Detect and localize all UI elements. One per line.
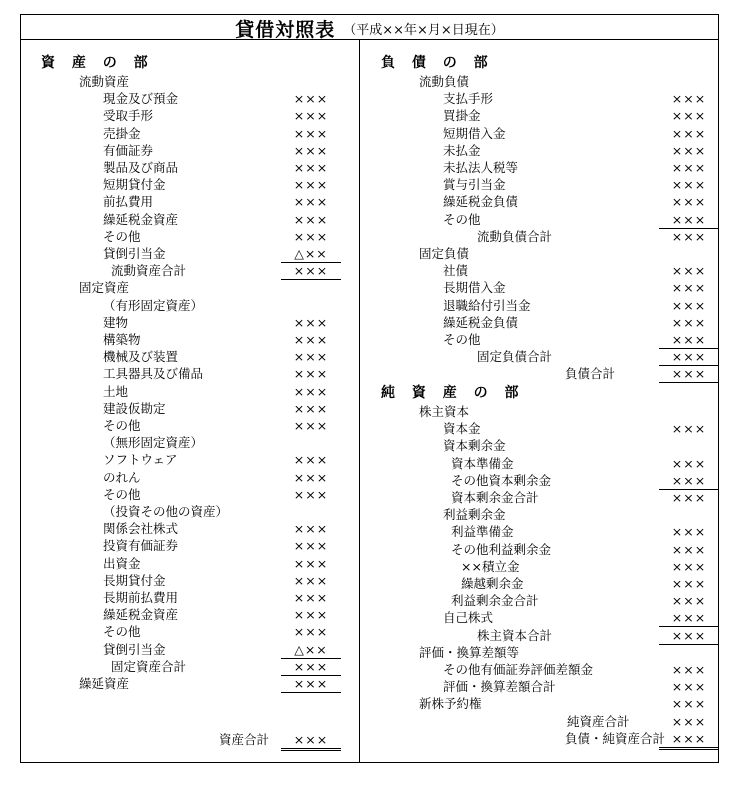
assets-row [21, 262, 359, 279]
line-item-label: 未払法人税等 [443, 160, 519, 175]
line-item-label: 評価・換算差額等 [419, 644, 520, 660]
net-assets-row [361, 437, 720, 454]
line-item-label: 評価・換算差額合計 [443, 679, 556, 695]
liabilities-row [361, 142, 720, 159]
net-assets-row [361, 455, 720, 472]
assets-row [21, 417, 359, 434]
line-item-amount: ××× [671, 713, 707, 729]
line-item-label: （無形固定資産） [103, 435, 204, 451]
assets-row [21, 383, 359, 400]
line-item-amount: ××× [659, 730, 719, 750]
line-item-amount: ××× [293, 108, 329, 124]
assets-row [21, 228, 359, 245]
line-item-label: その他 [443, 211, 481, 227]
liabilities-row [361, 90, 720, 107]
line-item-label: 支払手形 [443, 91, 494, 107]
line-item-label: 資本金 [443, 421, 481, 437]
net-assets-row [361, 506, 720, 523]
line-item-label: その他 [443, 332, 481, 347]
line-item-label: 有価証券 [103, 142, 154, 158]
line-item-amount: ××× [671, 421, 707, 437]
liabilities-row [361, 331, 720, 348]
line-item-label: 長期借入金 [443, 280, 506, 296]
line-item-amount: ××× [293, 521, 329, 537]
line-item-amount: ××× [293, 469, 329, 485]
line-item-amount: ××× [293, 177, 329, 193]
line-item-amount: ××× [293, 572, 329, 588]
line-item-label: 固定負債合計 [477, 349, 553, 365]
line-item-label: 長期前払費用 [103, 590, 179, 605]
line-item-label: 資本剰余金合計 [451, 490, 539, 505]
line-item-amount: ××× [293, 383, 329, 399]
assets-row [21, 469, 359, 486]
line-item-amount: △×× [281, 641, 341, 659]
line-item-label: 土地 [103, 383, 129, 399]
line-item-amount: ××× [293, 160, 329, 175]
line-item-amount: ××× [671, 177, 707, 193]
line-item-amount: ××× [671, 263, 707, 279]
line-item-amount: ××× [293, 607, 329, 623]
net-assets-row [361, 558, 720, 575]
line-item-amount: ××× [293, 349, 329, 365]
line-item-label: 繰延税金資産 [103, 607, 179, 623]
line-item-label: 短期借入金 [443, 125, 506, 141]
line-item-label: 前払費用 [103, 194, 154, 210]
assets-row [21, 503, 359, 520]
assets-row [21, 434, 359, 451]
net-assets-row [361, 472, 720, 489]
liabilities-row [361, 176, 720, 193]
net-assets-row [361, 713, 720, 730]
line-item-amount: ××× [671, 228, 707, 244]
line-item-amount: ××× [659, 211, 719, 229]
line-item-amount: ××× [293, 400, 329, 416]
liabilities-row [361, 228, 720, 245]
line-item-amount: ××× [293, 211, 329, 227]
assets-header-row [21, 55, 359, 72]
assets-row [21, 211, 359, 228]
line-item-label: その他利益剰余金 [451, 541, 552, 557]
liabilities-row [361, 245, 720, 262]
assets-row [21, 279, 359, 296]
line-item-amount: ××× [671, 91, 707, 107]
line-item-label: ××積立金 [461, 558, 520, 574]
line-item-label: 負債・純資産合計 [565, 730, 666, 746]
line-item-label: 製品及び商品 [103, 160, 179, 175]
line-item-label: 貸倒引当金 [103, 246, 166, 261]
line-item-amount: ××× [293, 590, 329, 605]
line-item-amount: ××× [293, 366, 329, 382]
line-item-label: のれん [103, 469, 141, 485]
net-assets-row [361, 541, 720, 558]
line-item-label: 利益剰余金合計 [451, 593, 539, 609]
line-item-label: 固定資産 [79, 280, 130, 296]
line-item-label: 株主資本合計 [477, 627, 553, 643]
line-item-amount: ××× [671, 314, 707, 330]
line-item-amount: ××× [671, 576, 707, 591]
line-item-label: 繰延資産 [79, 676, 130, 691]
line-item-label: 買掛金 [443, 108, 481, 124]
assets-row [21, 90, 359, 107]
assets-row [21, 193, 359, 210]
liabilities-header: 負 債 の 部 [381, 55, 494, 71]
assets-row [21, 641, 359, 658]
line-item-amount: ××× [293, 418, 329, 433]
line-item-amount: ××× [671, 455, 707, 471]
line-item-amount: ××× [293, 125, 329, 141]
line-item-label: その他 [103, 418, 141, 433]
line-item-label: 未払金 [443, 142, 481, 158]
line-item-label: 出資金 [103, 555, 141, 571]
assets-row [21, 555, 359, 572]
line-item-label: 貸倒引当金 [103, 641, 166, 657]
line-item-label: 現金及び預金 [103, 91, 179, 107]
net-assets-row [361, 661, 720, 678]
line-item-label: 短期貸付金 [103, 177, 166, 193]
net-assets-row [361, 489, 720, 506]
line-item-amount: ××× [281, 675, 341, 693]
assets-row [21, 365, 359, 382]
assets-row [21, 451, 359, 468]
assets-row [21, 314, 359, 331]
line-item-amount: ××× [671, 125, 707, 141]
assets-row [21, 520, 359, 537]
line-item-label: 賞与引当金 [443, 177, 506, 193]
net-assets-header: 純 資 産 の 部 [381, 385, 525, 401]
line-item-amount: ××× [671, 662, 707, 677]
line-item-label: 繰延税金資産 [103, 211, 179, 227]
page-title: 貸借対照表 [235, 19, 336, 41]
liabilities-row [361, 73, 720, 90]
line-item-amount: ××× [671, 679, 707, 695]
line-item-amount: ××× [659, 609, 719, 627]
line-item-amount: ××× [671, 297, 707, 313]
line-item-amount: ××× [293, 314, 329, 330]
assets-row [21, 73, 359, 90]
line-item-label: 利益準備金 [451, 524, 514, 540]
assets-row [21, 331, 359, 348]
report-date: （平成××年×月×日現在） [343, 23, 504, 38]
net-assets-header-row [361, 385, 720, 402]
net-assets-row [361, 523, 720, 540]
line-item-label: その他 [103, 624, 141, 640]
line-item-label: 流動負債合計 [477, 228, 553, 244]
line-item-label: 建物 [103, 314, 129, 330]
line-item-label: その他資本剰余金 [451, 472, 552, 488]
line-item-amount: ××× [671, 194, 707, 210]
line-item-label: 流動資産合計 [111, 263, 187, 279]
line-item-label: 長期貸付金 [103, 572, 166, 588]
line-item-label: 投資有価証券 [103, 538, 179, 554]
liabilities-row [361, 193, 720, 210]
liabilities-row [361, 159, 720, 176]
line-item-amount: ××× [659, 472, 719, 490]
line-item-label: 繰延税金負債 [443, 314, 519, 330]
line-item-amount: ××× [671, 541, 707, 557]
line-item-amount: ××× [293, 91, 329, 107]
assets-row [21, 159, 359, 176]
line-item-amount: ××× [671, 280, 707, 296]
line-item-label: 新株予約権 [419, 696, 482, 712]
title-bar [21, 15, 718, 40]
line-item-label: その他有価証券評価差額金 [443, 662, 594, 677]
line-item-label: 資本剰余金 [443, 438, 506, 454]
liabilities-row [361, 365, 720, 382]
net-assets-row [361, 403, 720, 420]
assets-row [21, 107, 359, 124]
line-item-label: 利益剰余金 [443, 507, 506, 523]
line-item-label: 社債 [443, 263, 469, 279]
line-item-amount: ××× [659, 365, 719, 383]
assets-row [21, 537, 359, 554]
line-item-label: 固定資産合計 [111, 658, 187, 674]
line-item-label: 関係会社株式 [103, 521, 179, 537]
assets-row [21, 675, 359, 692]
line-item-amount: △×× [281, 245, 341, 263]
line-item-amount: ××× [293, 555, 329, 571]
line-item-label: 固定負債 [419, 246, 470, 261]
line-item-label: その他 [103, 228, 141, 244]
column-divider [359, 39, 360, 762]
assets-header: 資 産 の 部 [41, 55, 154, 71]
net-assets-row [361, 678, 720, 695]
line-item-amount: ××× [671, 160, 707, 175]
liabilities-row [361, 348, 720, 365]
line-item-amount: ××× [281, 262, 341, 280]
net-assets-row [361, 575, 720, 592]
assets-row [21, 623, 359, 640]
line-item-amount: ××× [293, 452, 329, 468]
line-item-label: （有形固定資産） [103, 297, 204, 313]
assets-row [21, 589, 359, 606]
net-assets-row [361, 592, 720, 609]
line-item-label: （投資その他の資産） [103, 504, 229, 519]
line-item-amount: ××× [671, 524, 707, 540]
assets-total-label: 資産合計 [219, 732, 270, 747]
line-item-label: 流動資産 [79, 74, 130, 89]
line-item-amount: ××× [671, 593, 707, 609]
line-item-label: 負債合計 [565, 366, 616, 382]
line-item-label: 株主資本 [419, 404, 470, 419]
line-item-label: その他 [103, 486, 141, 502]
line-item-amount: ××× [671, 490, 707, 505]
liabilities-row [361, 297, 720, 314]
line-item-amount: ××× [671, 108, 707, 124]
assets-row [21, 400, 359, 417]
assets-total-amount: ××× [281, 731, 341, 751]
net-assets-row [361, 627, 720, 644]
line-item-label: 受取手形 [103, 108, 154, 124]
assets-row [21, 606, 359, 623]
assets-row [21, 297, 359, 314]
line-item-amount: ××× [293, 486, 329, 502]
liabilities-row [361, 279, 720, 296]
line-item-amount: ××× [659, 348, 719, 366]
line-item-amount: ××× [671, 558, 707, 574]
line-item-label: 流動負債 [419, 74, 470, 89]
line-item-amount: ××× [293, 624, 329, 640]
line-item-label: 売掛金 [103, 125, 141, 141]
line-item-amount: ××× [659, 331, 719, 349]
assets-row [21, 486, 359, 503]
liabilities-row [361, 107, 720, 124]
balance-sheet [20, 14, 719, 763]
line-item-amount: ××× [293, 538, 329, 554]
line-item-amount: ××× [671, 142, 707, 158]
line-item-amount: ××× [293, 332, 329, 347]
liabilities-row [361, 211, 720, 228]
net-assets-row [361, 609, 720, 626]
net-assets-row [361, 695, 720, 712]
liabilities-header-row [361, 55, 720, 72]
line-item-label: 繰延税金負債 [443, 194, 519, 210]
assets-total-row [21, 731, 359, 748]
assets-row [21, 572, 359, 589]
liabilities-row [361, 125, 720, 142]
assets-row [21, 245, 359, 262]
liabilities-row [361, 262, 720, 279]
line-item-label: 資本準備金 [451, 455, 514, 471]
net-assets-row [361, 644, 720, 661]
line-item-amount: ××× [659, 627, 719, 645]
line-item-amount: ××× [671, 696, 707, 712]
net-assets-row [361, 730, 720, 747]
line-item-label: 構築物 [103, 332, 141, 347]
assets-row [21, 658, 359, 675]
line-item-amount: ××× [281, 658, 341, 676]
assets-row [21, 348, 359, 365]
assets-row [21, 125, 359, 142]
assets-row [21, 142, 359, 159]
liabilities-row [361, 314, 720, 331]
line-item-amount: ××× [293, 142, 329, 158]
line-item-label: ソフトウェア [103, 452, 178, 468]
line-item-amount: ××× [293, 228, 329, 244]
line-item-label: 繰越剰余金 [461, 576, 524, 591]
line-item-label: 建設仮勘定 [103, 400, 166, 416]
line-item-label: 自己株式 [443, 610, 494, 626]
line-item-label: 機械及び装置 [103, 349, 179, 365]
line-item-label: 純資産合計 [567, 713, 630, 729]
line-item-amount: ××× [293, 194, 329, 210]
assets-row [21, 176, 359, 193]
line-item-label: 退職給付引当金 [443, 297, 531, 313]
line-item-label: 工具器具及び備品 [103, 366, 204, 382]
net-assets-row [361, 420, 720, 437]
